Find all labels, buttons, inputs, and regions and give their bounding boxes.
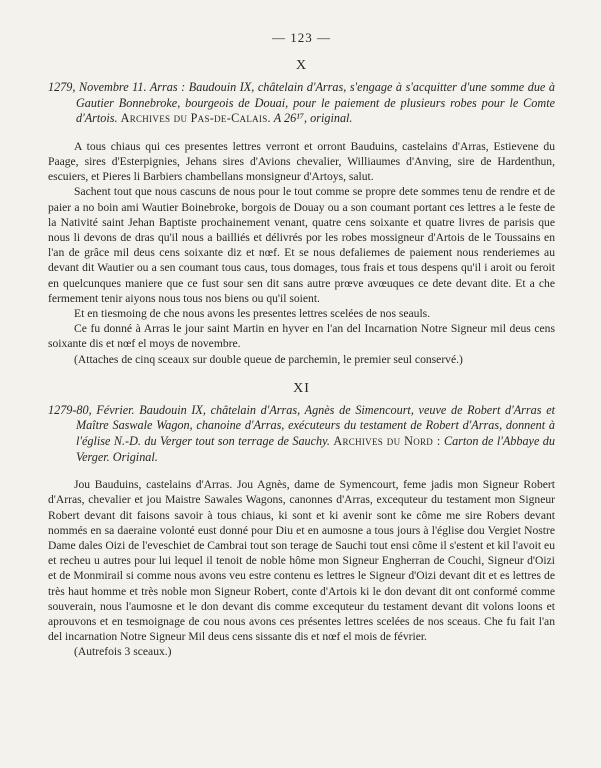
document-xi-body: Jou Bauduins, castelains d'Arras. Jou Agnès, dame de Symencourt, feme jadis mon Signeur Robert d'Arras, chevalier et jou Maistre Sawales Wagons, canonnes d'Arras, excequteur du testament mon Signeur Robert devant dit faisons savoir à tous chiaus, ki sont et ki avenir sont ke côme me sire Robers devant nommés en sa daeraine volonté eust donné pour Diu et en aumosne a tous jours à l'église dou Vergiet Nostre Dame dales Oizi de l'eveschiet de Cambrai tout son terage de Sauchi tout ensi côme il s'estent et kil l'avoit eu et recheu u autres pour lui lequel il tenoit de noble hôme mon Signeur Engherran de Couchi, Signeur d'Oizi et de Monmirail si comme nous avons veu estre contenu es lettres le Signeur d'Oizi devant dit et es lettres de très haut homme et très noble mon Signeur Robert, conte d'Artois ki le don devant dit ont conformé comme souverain, nous l'aumosne et le don devant dis comme excequteur du testament devant dit volons loons et aprouvons et en tesmoignage de cou nous avons ces présentes lettres scelées de nos sceaus. Che fu fait l'an del incarnation Notre Signeur Mil deus cens sissante dis et nœf el mois de février.	[48, 478, 555, 644]
document-xi	[48, 381, 555, 660]
document-x-source: Archives du Pas-de-Calais.	[120, 111, 271, 126]
document-xi-heading: XI	[293, 380, 310, 396]
document-x-address: A tous chiaus qui ces presentes lettres verront et orront Bauduins, castelains d'Arras, Estievene du Paage, sires d'Esterpignies, Jehans sires d'Avions chevalier, Williaumes d'Anving, sire de Hardenthun, escuiers, et Pieres li Barbiers chambellans monsigneur d'Artoys, salut.	[48, 139, 555, 184]
document-x-body: Sachent tout que nous cascuns de nous pour le tout comme se propre dete sommes tenu de rendre et de paier a no boin ami Wautier Boinebroke, borgois de Douay ou a son coumant portant ces lettres a le feste de la Nativité saint Jehan Baptiste prochainement venant, quatre cens soixante et quatre livres de parisis que nous li devons de dras qu'il nous a bailliés et délivrés por les robes mossigneur d'Artois de le Toussains en l'an de grâce mil deus cens soixante diz et nœf. Et se nous defaliemes de paiement nous renderiemes au devant dit Wautier ou a sen coumant tous caus, tous domages, tous frais et tous despens qu'il i aroit ou feroit en quelcunques maniere que ce fust sour sen dit sans autre prœve avœuques ce dete devant dite. Et a che fermement tenir aiyons nous tous nos biens ou qu'il soient.	[48, 185, 555, 305]
document-x-heading: X	[295, 58, 308, 73]
document-xi-rubric-main: 1279-80, Février. Baudouin IX, châtelain d'Arras, Agnès de Simencourt, veuve de Robert d'Arras et Maître Saswale Wagon, chanoine d'Arras, exécuteurs du testament de Robert d'Arras, donnent à l'église N.-D. du Verger tout son terrage de Sauchy.	[48, 402, 555, 449]
document-x	[48, 58, 555, 367]
document-xi-rubric	[48, 403, 555, 465]
document-x-seals-note: (Attaches de cinq sceaux sur double queue de parchemin, le premier seul conservé.)	[74, 352, 463, 366]
document-xi-source: Archives du Nord :	[333, 434, 441, 449]
document-x-reference: A 26¹⁷, original.	[273, 111, 353, 126]
document-xi-reference: Carton de l'Abbaye du Verger. Original.	[76, 434, 555, 464]
document-x-date: Ce fu donné à Arras le jour saint Martin en hyver en l'an del Incarnation Notre Signeur mil deus cens soixante dis et nœf el moys de novembre.	[48, 322, 555, 351]
document-xi-seals-note: (Autrefois 3 sceaux.)	[74, 645, 172, 659]
document-x-rubric	[48, 80, 555, 127]
document-x-witness: Et en tiesmoing de che nous avons les presentes lettres scelées de nos seauls.	[74, 307, 431, 321]
page-number: — 123 —	[272, 30, 331, 45]
document-x-rubric-main: 1279, Novembre 11. Arras : Baudouin IX, châtelain d'Arras, s'engage à s'acquitter d'une somme due à Gautier Bonnebroke, bourgeois de Douai, pour le paiement de plusieurs robes pour le Comte d'Artois.	[48, 80, 555, 126]
